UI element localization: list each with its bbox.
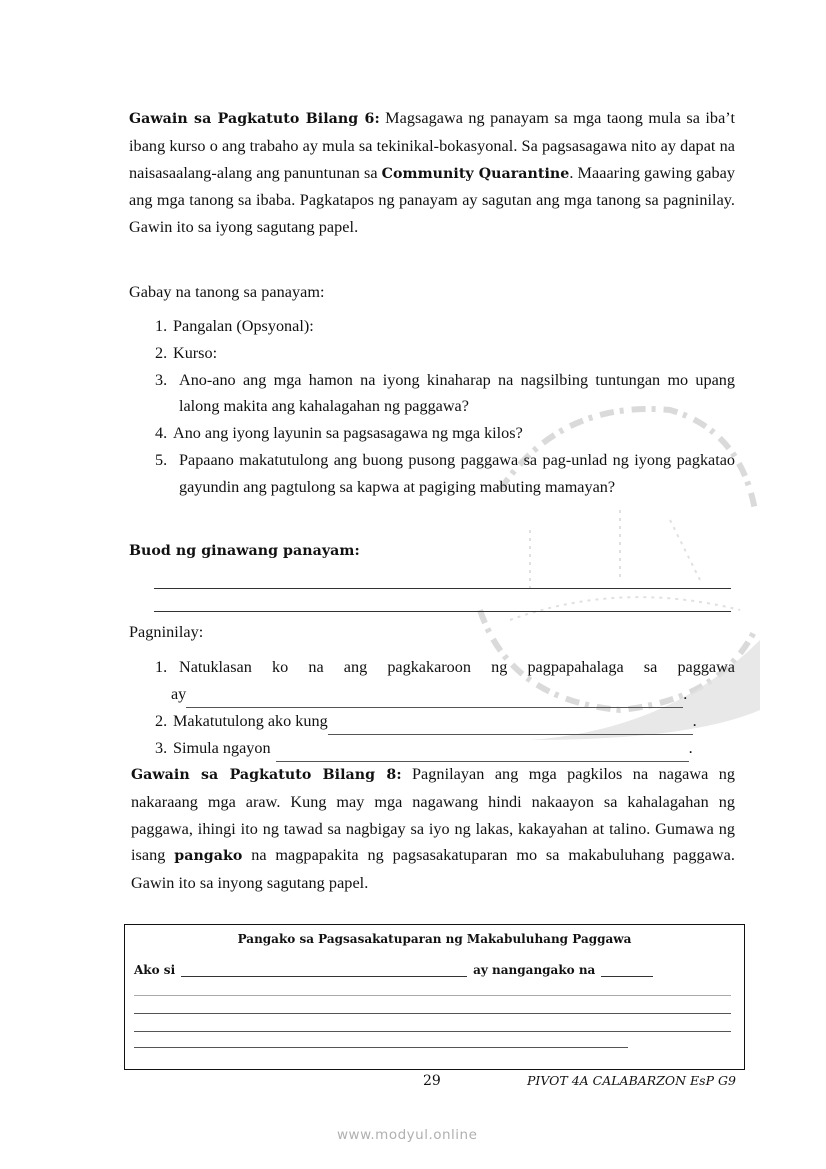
reflection-text: Makatutulong ako kung [173,712,328,730]
question-number: 5. [155,450,168,469]
guide-question [155,420,735,447]
summary-answer-line[interactable] [154,611,731,612]
website-watermark: www.modyul.online [337,1127,478,1143]
question-text: Papaano makatutulong ang buong pusong paggawa sa pag-unlad ng iyong pagkatao gayundin ang pagtulong sa kapwa at pagiging mabuting mamayan? [179,450,735,496]
summary-label: Buod ng ginawang panayam: [129,543,360,559]
question-number: 1. [155,317,168,335]
activity-8-emphasis: pangako [174,848,243,865]
activity-8-text-a: Pagnilayan ang mga pagkilos na nagawa ng nakaraang mga araw. Kung may mga nagawang hindi nakaayon sa kahalagahan ng paggawa, ihingi ito ng tawad sa nagbigay sa iyo ng lakas, kakayahan at talino. Gumawa ng isang [131,765,735,865]
activity-6-text-a: Magsagawa ng panayam sa mga taong mula sa iba’t ibang kurso o ang trabaho ay mula sa tekinikal-bokasyonal. Sa pagsasagawa nito ay dapat na naisasaalang-alang ang panuntunan sa [129,109,735,182]
reflection-item [155,654,735,708]
reflection-text-cont: ay [171,684,187,703]
pledge-title: Pangako sa Pagsasakatuparan ng Makabuluhang Paggawa [237,932,632,946]
reflection-end: . [692,712,697,730]
pledge-nangangako-label: ay nangangako na [473,963,596,977]
pledge-name-row [134,963,734,977]
reflection-number: 3. [155,739,168,757]
question-text: Ano ang iyong layunin sa pagsasagawa ng mga kilos? [173,424,523,443]
pledge-answer-line[interactable] [134,995,731,996]
pledge-ako-si-label: Ako si [134,963,176,977]
question-number: 4. [155,424,168,443]
guide-question [155,340,735,367]
question-number: 2. [155,343,168,362]
activity-6-text-b: . Maaaring gawing gabay ang mga tanong sa ibaba. Pagkatapos ng panayam ay sagutan ang mga tanong sa pagninilay. Gawin ito sa iyong sagutang papel. [129,163,736,237]
reflection-item [155,735,735,762]
activity-6-heading: Gawain sa Pagkatuto Bilang 6: [129,111,380,127]
pledge-box [124,924,745,1070]
question-text: Kurso: [173,343,218,362]
pledge-answer-line[interactable] [134,1031,731,1032]
reflection-answer-blank[interactable] [276,745,689,762]
guide-question [155,313,735,340]
reflection-item [155,708,735,735]
reflection-label: Pagninilay: [129,623,204,641]
guide-questions-label: Gabay na tanong sa panayam: [129,283,325,301]
reflection-number: 1. [155,658,168,676]
question-text: Ano-ano ang mga hamon na iyong kinaharap na nagsilbing tuntungan mo upang lalong makita ang kahalagahan ng paggawa? [179,370,735,416]
reflection-text: Simula ngayon [173,739,271,757]
activity-6-instructions [129,105,735,241]
guide-questions-list [155,313,735,501]
pledge-promise-blank[interactable] [601,966,653,977]
reflection-answer-blank[interactable] [328,718,693,735]
guide-question [155,367,735,421]
reflection-number: 2. [155,712,168,730]
pledge-answer-line[interactable] [134,1013,731,1014]
reflection-answer-blank[interactable] [186,691,683,708]
pledge-answer-line[interactable] [134,1047,628,1048]
page-number: 29 [423,1073,441,1089]
question-text: Pangalan (Opsyonal): [173,317,314,335]
reflection-end: . [683,684,688,703]
question-number: 3. [155,370,168,389]
activity-8-heading: Gawain sa Pagkatuto Bilang 8: [131,767,402,783]
reflection-end: . [688,739,693,757]
activity-8-text-b: na magpapakita ng pagsasakatuparan mo sa makabuluhang paggawa. Gawin ito sa inyong sagutang papel. [131,846,735,893]
activity-8-instructions [131,761,735,897]
series-title: PIVOT 4A CALABARZON EsP G9 [527,1073,736,1088]
guide-question [155,447,735,501]
summary-answer-line[interactable] [154,588,731,589]
reflection-text: Natuklasan ko na ang pagkakaroon ng pagpapahalaga sa paggawa [179,658,735,676]
pledge-name-blank[interactable] [181,966,467,977]
activity-6-emphasis: Community Quarantine [381,165,570,182]
